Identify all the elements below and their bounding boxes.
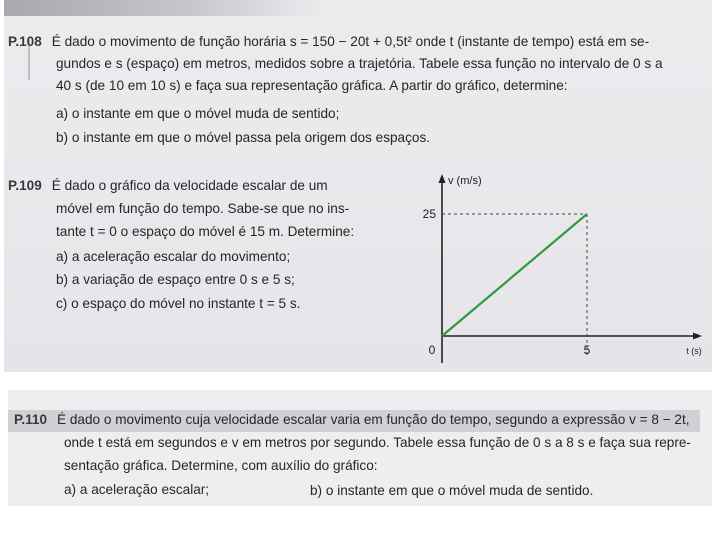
velocity-time-graph bbox=[410, 168, 710, 368]
p108-line-2: gundos e s (espaço) em metros, medidos sobre a trajetória. Tabele essa função no intervalo de 0 s a bbox=[56, 56, 663, 71]
p109-line-2: móvel em função do tempo. Sabe-se que no ins- bbox=[56, 201, 350, 216]
p110-item-b: b) o instante em que o móvel muda de sentido. bbox=[310, 483, 594, 498]
p109-item-a: a) a aceleração escalar do movimento; bbox=[56, 249, 291, 264]
blurred-heading bbox=[4, 0, 324, 16]
x-axis-arrow bbox=[693, 333, 702, 340]
p110-line-2: onde t está em segundos e v em metros por segundo. Tabele essa função de 0 s a 8 s e faça sua repre- bbox=[64, 435, 691, 450]
velocity-line bbox=[442, 214, 587, 336]
p110-label: P.110 bbox=[14, 412, 48, 427]
y-axis-label: v (m/s) bbox=[448, 175, 482, 187]
origin-label: 0 bbox=[428, 343, 436, 357]
p110-line-1: P.110 É dado o movimento cuja velocidade escalar varia em função do tempo, segundo a expressão v = 8 − 2t, bbox=[14, 412, 690, 427]
p109-line-3: tante t = 0 o espaço do móvel é 15 m. Determine: bbox=[56, 224, 355, 239]
x-tick-label: 5 bbox=[583, 343, 591, 357]
x-axis-label: t (s) bbox=[686, 346, 702, 356]
p108-item-a: a) o instante em que o móvel muda de sentido; bbox=[56, 106, 340, 121]
p108-line-1: P.108 É dado o movimento de função horária s = 150 − 20t + 0,5t² onde t (instante de tempo) está em se- bbox=[8, 34, 650, 49]
p108-label: P.108 bbox=[8, 34, 42, 49]
p110-line-3: sentação gráfica. Determine, com auxílio do gráfico: bbox=[64, 458, 378, 473]
p109-item-c: c) o espaço do móvel no instante t = 5 s. bbox=[56, 296, 301, 311]
p108-item-b: b) o instante em que o móvel passa pela origem dos espaços. bbox=[56, 130, 431, 145]
p109-item-b: b) a variação de espaço entre 0 s e 5 s; bbox=[56, 272, 295, 287]
p108-line-3: 40 s (de 10 em 10 s) e faça sua representação gráfica. A partir do gráfico, determine: bbox=[56, 78, 568, 93]
y-axis-arrow bbox=[439, 174, 446, 183]
y-tick-label: 25 bbox=[422, 207, 436, 221]
p109-label: P.109 bbox=[8, 178, 42, 193]
p110-item-a: a) a aceleração escalar; bbox=[64, 482, 210, 497]
p109-line-1: P.109 É dado o gráfico da velocidade escalar de um bbox=[8, 178, 328, 193]
